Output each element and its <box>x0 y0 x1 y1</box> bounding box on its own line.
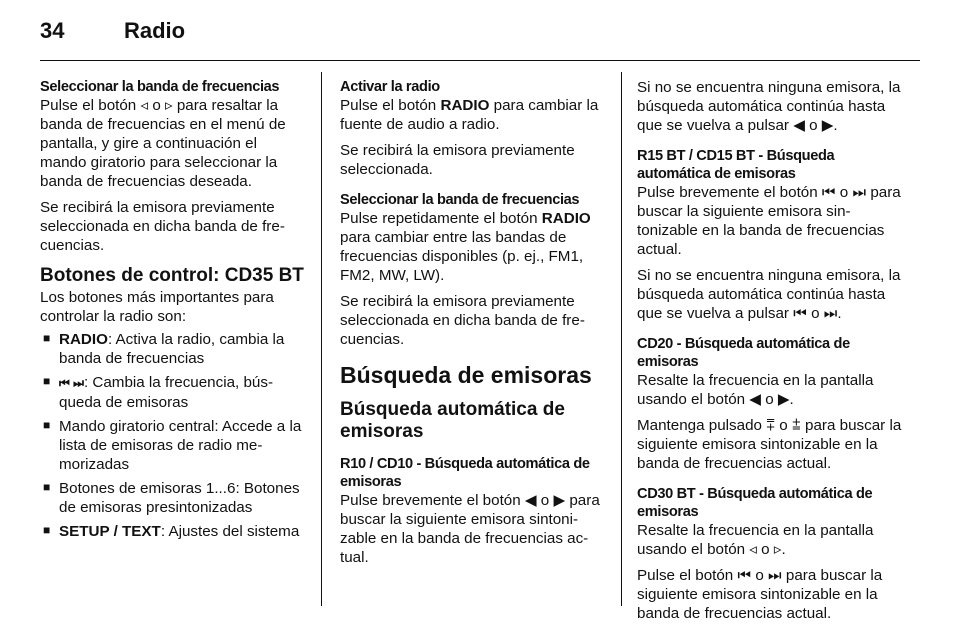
list-item: ■ Mando giratorio central: Accede a la lista de emisoras de radio memorizadas <box>40 417 304 474</box>
paragraph: Pulse repetidamente el botón RADIO para cambiar entre las bandas de frecuencias disponibles (p. ej., FM1, FM2, MW, LW). <box>340 210 591 284</box>
paragraph: Pulse el botón ◃ o ▹ para resaltar la banda de frecuencias en el menú de pantalla, y gire a continuación el mando giratorio para seleccionar la banda de frecuencias deseada. <box>40 97 286 190</box>
paragraph: Mantenga pulsado ⩱ o ⩲ para buscar la siguiente emisora sintonizable en la banda de frecuencias actual. <box>637 417 902 472</box>
column-divider-2 <box>621 72 622 606</box>
heading-control-buttons: Botones de control: CD35 BT <box>40 265 304 286</box>
paragraph: Pulse brevemente el botón ⏮ o ⏭ para buscar la siguiente emisora sintonizable en la banda de frecuencias actual. <box>637 184 901 258</box>
subheading-activate-radio: Activar la radio <box>340 79 440 95</box>
paragraph: Resalte la frecuencia en la pantalla usando el botón ◀ o ▶. <box>637 372 874 408</box>
list-item: ■ SETUP / TEXT: Ajustes del sistema <box>40 522 304 541</box>
column-2 <box>340 78 608 574</box>
heading-auto-search: Búsqueda automática de emisoras <box>340 399 565 442</box>
subheading-r15-cd15: R15 BT / CD15 BT - Búsqueda automática de emisoras <box>637 148 835 182</box>
subheading-r10-cd10: R10 / CD10 - Búsqueda automática de emisoras <box>340 456 590 490</box>
subheading-select-band: Seleccionar la banda de frecuencias <box>40 79 280 95</box>
paragraph: Los botones más importantes para controlar la radio son: <box>40 289 274 325</box>
paragraph: Si no se encuentra ninguna emisora, la búsqueda automática continúa hasta que se vuelva a pulsar ⏮ o ⏭. <box>637 267 901 322</box>
skip-buttons-icon: ⏮ ⏭ <box>59 376 84 390</box>
paragraph: Se recibirá la emisora previamente seleccionada en dicha banda de frecuencias. <box>40 199 285 254</box>
paragraph: Pulse el botón RADIO para cambiar la fuente de audio a radio. <box>340 97 599 133</box>
subheading-cd20: CD20 - Búsqueda automática de emisoras <box>637 336 850 370</box>
page-number: 34 <box>40 18 65 43</box>
paragraph: Resalte la frecuencia en la pantalla usando el botón ◃ o ▹. <box>637 522 874 558</box>
page-header <box>40 18 185 48</box>
paragraph: Si no se encuentra ninguna emisora, la búsqueda automática continúa hasta que se vuelva a pulsar ◀ o ▶. <box>637 79 901 134</box>
list-item: ■ ⏮ ⏭: Cambia la frecuencia, búsqueda de emisoras <box>40 373 304 412</box>
column-3 <box>637 78 905 630</box>
subheading-select-band: Seleccionar la banda de frecuencias <box>340 192 580 208</box>
column-divider-1 <box>321 72 322 606</box>
section-title: Radio <box>124 18 186 43</box>
control-buttons-list <box>40 330 304 541</box>
paragraph: Pulse el botón ⏮ o ⏭ para buscar la siguiente emisora sintonizable en la banda de frecuencias actual. <box>637 567 883 622</box>
paragraph: Se recibirá la emisora previamente seleccionada en dicha banda de frecuencias. <box>340 293 585 348</box>
paragraph: Se recibirá la emisora previamente seleccionada. <box>340 142 575 178</box>
heading-station-search: Búsqueda de emisoras <box>340 362 592 388</box>
subheading-cd30: CD30 BT - Búsqueda automática de emisoras <box>637 486 873 520</box>
paragraph: Pulse brevemente el botón ◀ o ▶ para buscar la siguiente emisora sintonizable en la banda de frecuencias actual. <box>340 492 600 566</box>
column-1 <box>40 78 304 546</box>
list-item: ■ Botones de emisoras 1...6: Botones de emisoras presintonizadas <box>40 479 304 517</box>
list-item: ■ RADIO: Activa la radio, cambia la banda de frecuencias <box>40 330 304 368</box>
header-rule <box>40 60 920 61</box>
